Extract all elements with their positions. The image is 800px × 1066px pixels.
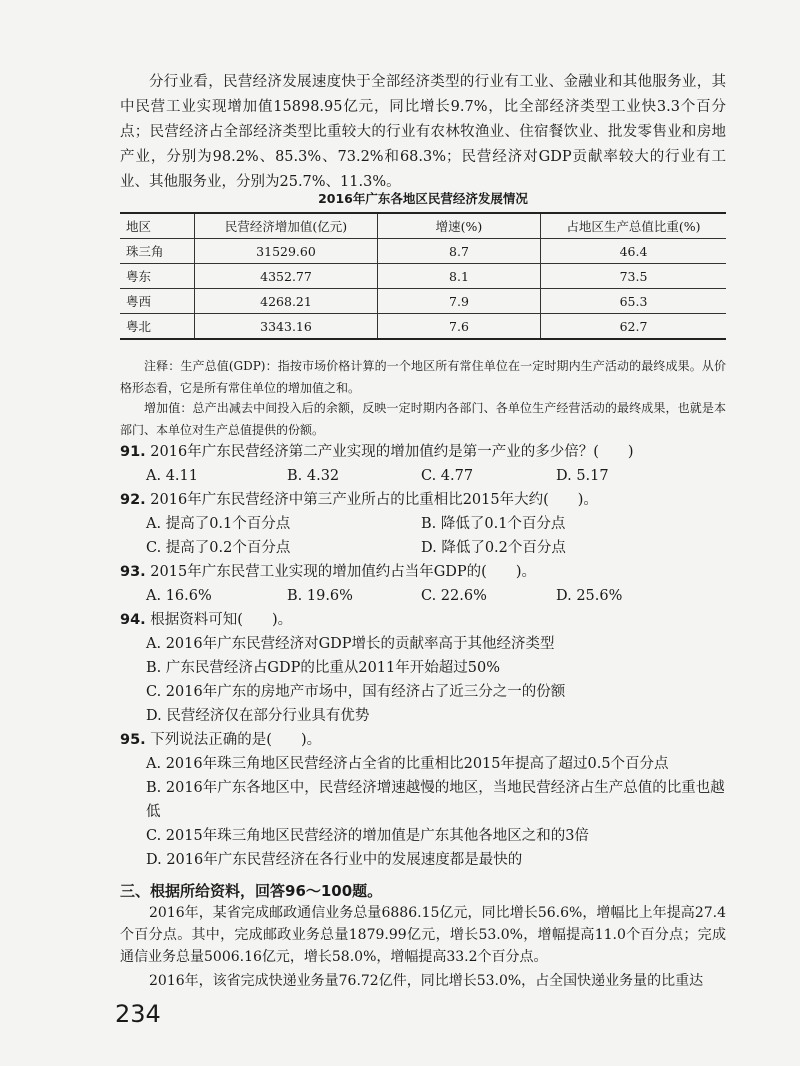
option-b[interactable]: B. 广东民营经济占GDP的比重从2011年开始超过50% — [146, 660, 500, 676]
option-c[interactable]: C. 2015年珠三角地区民营经济的增加值是广东其他各地区之和的3倍 — [146, 828, 589, 844]
cell-value-added: 31529.60 — [195, 239, 378, 264]
question-stem: 2016年广东民营经济第二产业实现的增加值约是第一产业的多少倍？( ) — [150, 444, 634, 460]
question-93 — [120, 560, 730, 584]
option-c[interactable]: C. 2016年广东的房地产市场中，国有经济占了近三分之一的份额 — [146, 684, 566, 700]
option-a[interactable]: A. 提高了0.1个百分点 — [146, 516, 291, 532]
question-94 — [120, 608, 730, 632]
cell-share: 62.7 — [541, 314, 727, 340]
table-row — [120, 289, 726, 314]
section-three-heading: 三、根据所给资料，回答96～100题。 — [120, 882, 383, 900]
question-stem: 2016年广东民营经济中第三产业所占的比重相比2015年大约( )。 — [150, 492, 598, 508]
option-b[interactable]: B. 4.32 — [287, 468, 340, 484]
cell-value-added: 3343.16 — [195, 314, 378, 340]
cell-share: 65.3 — [541, 289, 727, 314]
question-number: 93. — [120, 564, 146, 580]
option-d[interactable]: D. 5.17 — [556, 468, 609, 484]
option-d[interactable]: D. 25.6% — [556, 588, 623, 604]
option-b[interactable]: B. 降低了0.1个百分点 — [421, 516, 566, 532]
cell-growth: 8.1 — [378, 264, 541, 289]
intro-paragraph: 分行业看，民营经济发展速度快于全部经济类型的行业有工业、金融业和其他服务业，其中民营工业实现增加值15898.95亿元，同比增长9.7%，比全部经济类型工业快3.3个百分点；民营经济占全部经济类型比重较大的行业有农林牧渔业、住宿餐饮业、批发零售业和房地产业，分别为98.2%、85.3%、73.2%和68.3%；民营经济对GDP贡献率较大的行业有工业、其他服务业，分别为25.7%、11.3%。 — [120, 74, 726, 190]
header-region: 地区 — [120, 213, 195, 239]
question-91 — [120, 440, 730, 464]
question-stem: 下列说法正确的是( )。 — [150, 732, 322, 748]
table-row — [120, 239, 726, 264]
question-95 — [120, 728, 730, 752]
cell-region: 粤西 — [120, 289, 195, 314]
header-value-added: 民营经济增加值(亿元) — [195, 213, 378, 239]
question-number: 94. — [120, 612, 146, 628]
option-d[interactable]: D. 2016年广东民营经济在各行业中的发展速度都是最快的 — [146, 852, 523, 868]
cell-share: 73.5 — [541, 264, 727, 289]
option-d[interactable]: D. 民营经济仅在部分行业具有优势 — [146, 708, 370, 724]
section-three-paragraph-1: 2016年，某省完成邮政通信业务总量6886.15亿元，同比增长56.6%，增幅比上年提高27.4个百分点。其中，完成邮政业务总量1879.99亿元，增长53.0%，增幅提高11.0个百分点；完成通信业务总量5006.16亿元，增长58.0%，增幅提高33.2个百分点。 — [120, 905, 726, 965]
option-a[interactable]: A. 16.6% — [146, 588, 212, 604]
option-c[interactable]: C. 4.77 — [421, 468, 474, 484]
cell-region: 粤东 — [120, 264, 195, 289]
note-gdp: 注释：生产总值(GDP)：指按市场价格计算的一个地区所有常住单位在一定时期内生产活动的最终成果。从价格形态看，它是所有常住单位的增加值之和。 — [120, 359, 726, 395]
question-number: 95. — [120, 732, 146, 748]
header-growth: 增速(%) — [378, 213, 541, 239]
cell-value-added: 4268.21 — [195, 289, 378, 314]
option-c[interactable]: C. 22.6% — [421, 588, 487, 604]
option-b[interactable]: B. 2016年广东各地区中，民营经济增速越慢的地区，当地民营经济占生产总值的比重也越低 — [146, 780, 725, 820]
region-data-table — [120, 212, 726, 340]
cell-region: 粤北 — [120, 314, 195, 340]
section-three-paragraph-2: 2016年，该省完成快递业务量76.72亿件，同比增长53.0%，占全国快递业务量的比重达 — [149, 973, 704, 989]
table-header-row — [120, 213, 726, 239]
question-number: 91. — [120, 444, 146, 460]
option-a[interactable]: A. 4.11 — [146, 468, 198, 484]
question-number: 92. — [120, 492, 146, 508]
page-number: 234 — [115, 1000, 161, 1028]
cell-region: 珠三角 — [120, 239, 195, 264]
header-share: 占地区生产总值比重(%) — [541, 213, 727, 239]
note-value-added: 增加值：总产出减去中间投入后的余额，反映一定时期内各部门、各单位生产经营活动的最终成果，也就是本部门、本单位对生产总值提供的份额。 — [120, 401, 726, 437]
cell-value-added: 4352.77 — [195, 264, 378, 289]
question-stem: 根据资料可知( )。 — [150, 612, 293, 628]
option-a[interactable]: A. 2016年广东民营经济对GDP增长的贡献率高于其他经济类型 — [146, 636, 555, 652]
table-row — [120, 314, 726, 340]
cell-growth: 7.9 — [378, 289, 541, 314]
cell-growth: 7.6 — [378, 314, 541, 340]
option-b[interactable]: B. 19.6% — [287, 588, 353, 604]
question-stem: 2015年广东民营工业实现的增加值约占当年GDP的( )。 — [150, 564, 536, 580]
cell-growth: 8.7 — [378, 239, 541, 264]
option-c[interactable]: C. 提高了0.2个百分点 — [146, 540, 291, 556]
cell-share: 46.4 — [541, 239, 727, 264]
table-title: 2016年广东各地区民营经济发展情况 — [318, 191, 528, 206]
question-92 — [120, 488, 730, 512]
table-row — [120, 264, 726, 289]
option-d[interactable]: D. 降低了0.2个百分点 — [421, 540, 566, 556]
option-a[interactable]: A. 2016年珠三角地区民营经济占全省的比重相比2015年提高了超过0.5个百分点 — [146, 756, 669, 772]
